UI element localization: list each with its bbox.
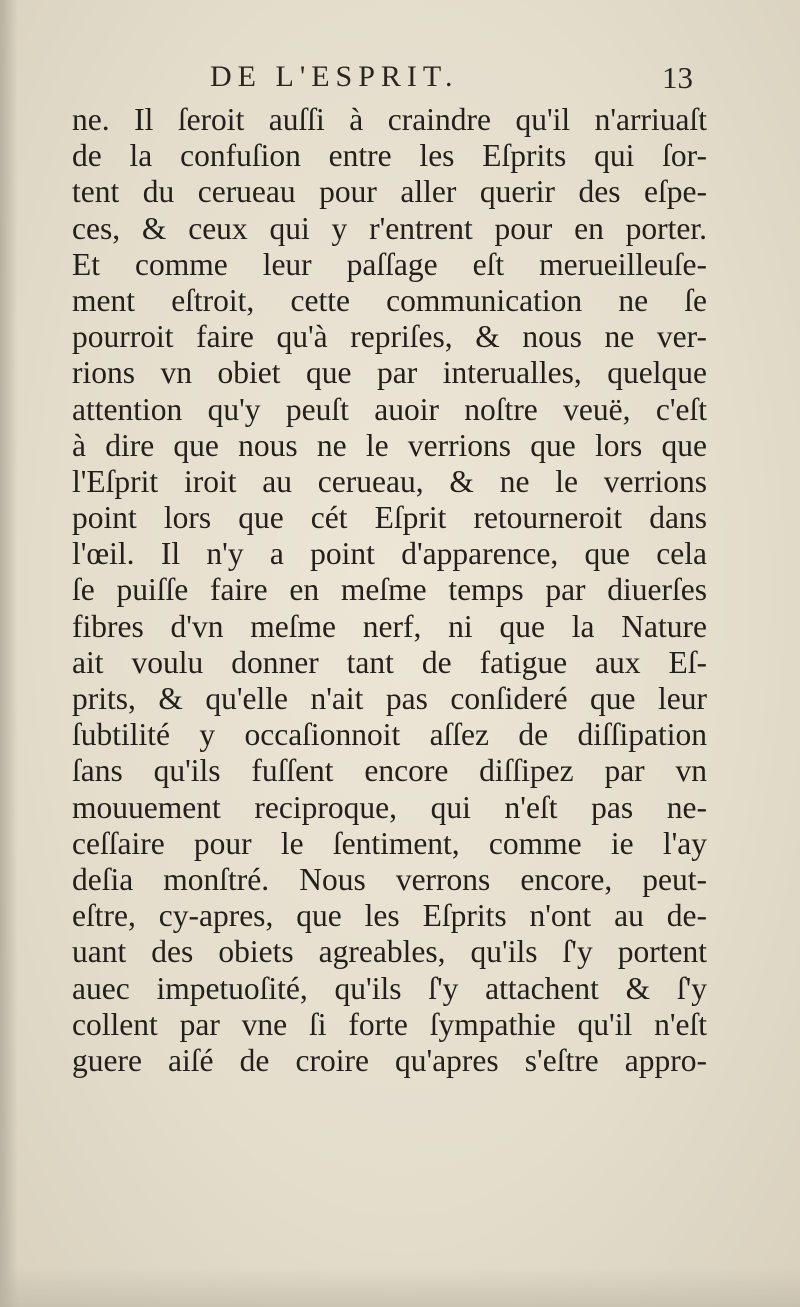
running-head [0,52,800,102]
bottom-shadow [0,1267,800,1307]
text-line: collent par vne ſi forte ſympathie qu'il n'eſt [72,1006,707,1042]
text-line: auec impetuoſité, qu'ils ſ'y attachent & ſ'y [72,970,707,1006]
text-line: ait voulu donner tant de fatigue aux Eſ- [72,644,707,680]
text-line: tent du cerueau pour aller querir des eſpe- [72,174,707,210]
text-line: Et comme leur paſſage eſt merueilleuſe- [72,246,707,282]
text-line: l'œil. Il n'y a point d'apparence, que cela [72,536,707,572]
text-line: ſubtilité y occaſionnoit aſſez de diſſipation [72,717,707,753]
text-line: mouuement reciproque, qui n'eſt pas ne- [72,789,707,825]
text-line: eſtre, cy-apres, que les Eſprits n'ont au de- [72,898,707,934]
text-line: de la confuſion entre les Eſprits qui ſor- [72,138,707,174]
body-text [72,102,707,1079]
text-line: ceſſaire pour le ſentiment, comme ie l'ay [72,825,707,861]
page-number: 13 [662,60,693,95]
text-line: prits, & qu'elle n'ait pas conſideré que leur [72,681,707,716]
text-line: rions vn obiet que par interualles, quelque [72,355,707,391]
text-line: deſia monſtré. Nous verrons encore, peut- [72,861,707,897]
text-line: uant des obiets agreables, qu'ils ſ'y portent [72,934,707,970]
text-line: ne. Il ſeroit auſſi à craindre qu'il n'arriuaſt [72,102,707,137]
text-line: guere aiſé de croire qu'apres s'eſtre appro- [72,1042,707,1078]
gutter-shadow [0,0,18,1307]
text-line: fibres d'vn meſme nerf, ni que la Nature [72,608,707,644]
text-line: pourroit faire qu'à repriſes, & nous ne ver- [72,319,707,355]
text-line: ment eſtroit, cette communication ne ſe [72,282,707,318]
text-line: attention qu'y peuſt auoir noſtre veuë, c'eſt [72,391,707,427]
text-line: ces, & ceux qui y r'entrent pour en porter. [72,210,707,246]
text-line: ſans qu'ils fuſſent encore diſſipez par vn [72,753,707,789]
text-line: l'Eſprit iroit au cerueau, & ne le verrions [72,463,707,499]
text-line: point lors que cét Eſprit retourneroit dans [72,500,707,536]
running-head-title: DE L'ESPRIT. [210,60,459,93]
text-line: à dire que nous ne le verrions que lors que [72,427,707,463]
text-line: ſe puiſſe faire en meſme temps par diuerſes [72,572,707,608]
